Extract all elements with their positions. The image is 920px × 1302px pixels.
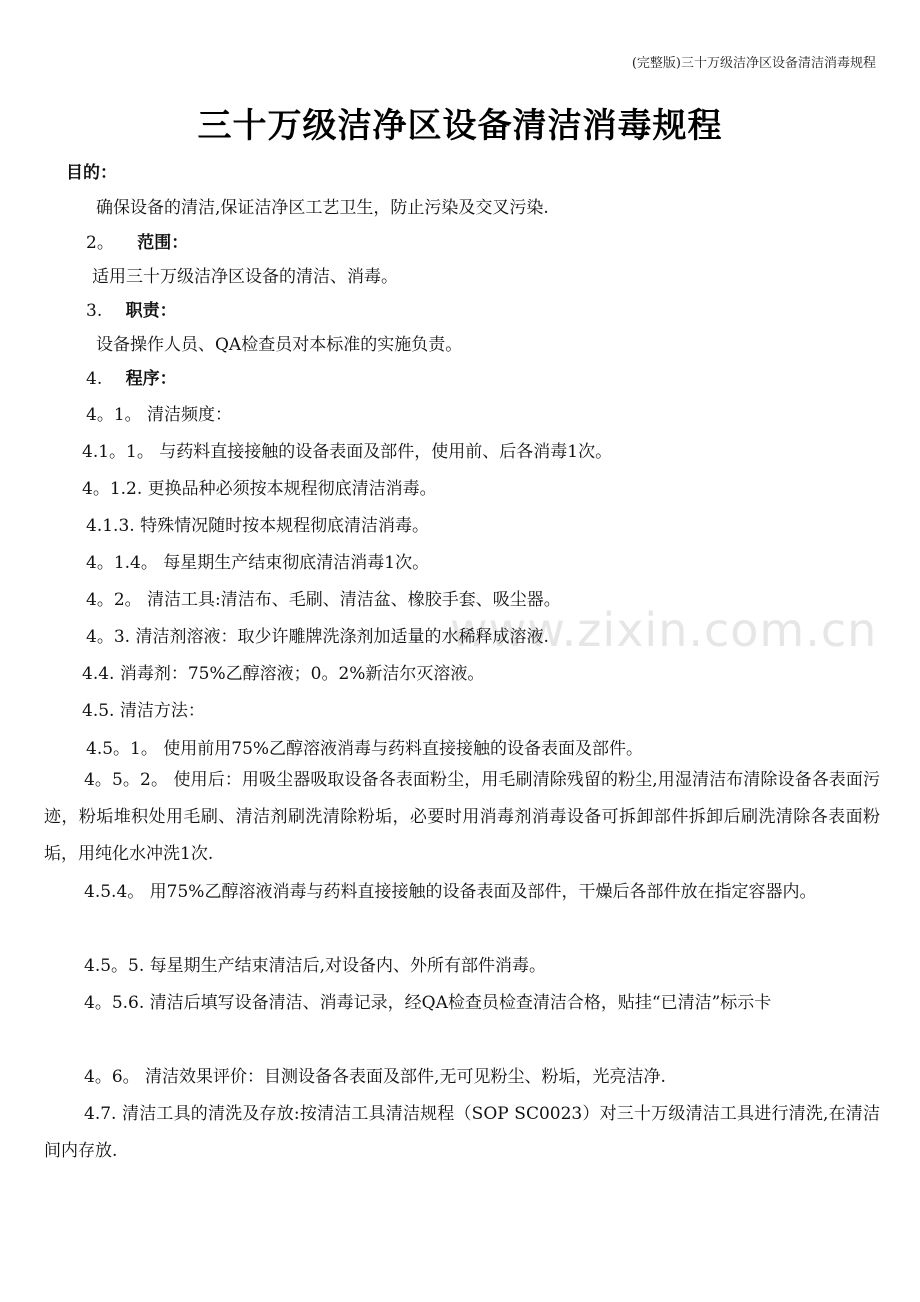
item-4-5-6: 4。5.6. 清洁后填写设备清洁、消毒记录，经QA检查员检查清洁合格，贴挂“已清洁”标示卡 [84,993,772,1013]
item-4-7: 4.7. 清洁工具的清洗及存放:按清洁工具清洁规程（SOP SC0023）对三十万级清洁工具进行清洗,在清洁间内存放. [44,1104,880,1161]
procedure-number: 4. [86,369,103,389]
item-4-4: 4.4. 消毒剂：75%乙醇溶液；0。2%新洁尔灭溶液。 [82,664,485,684]
scope-heading-line [86,228,188,253]
purpose-text: 确保设备的清洁,保证洁净区工艺卫生，防止污染及交叉污染. [96,198,549,218]
duty-number: 3. [86,301,103,321]
item-4-5-2: 4。5。2。 使用后：用吸尘器吸取设备各表面粉尘，用毛刷清除残留的粉尘,用湿清洁布清除设备各表面污迹，粉垢堆积处用毛刷、清洁剂刷洗清除粉垢，必要时用消毒剂消毒设备可拆卸部件拆卸后刷洗清除各表面粉垢，用纯化水冲洗1次. [44,770,880,864]
item-4-3: 4。3. 清洁剂溶液：取少许雕牌洗涤剂加适量的水稀释成溶液. [86,627,549,647]
duty-heading-line [86,296,177,321]
item-4-1-1: 4.1。1。 与药料直接接触的设备表面及部件，使用前、后各消毒1次。 [82,442,613,462]
duty-text: 设备操作人员、QA检查员对本标准的实施负责。 [96,335,463,355]
item-4-5-1: 4.5。1。 使用前用75%乙醇溶液消毒与药料直接接触的设备表面及部件。 [86,739,644,759]
scope-heading: 范围： [137,233,189,253]
scope-number: 2。 [86,233,114,253]
procedure-heading: 程序： [125,369,177,389]
page-title: 三十万级洁净区设备清洁消毒规程 [197,106,723,146]
item-4-2: 4。2。 清洁工具:清洁布、毛刷、清洁盆、橡胶手套、吸尘器。 [86,590,561,610]
item-4-5-4: 4.5.4。 用75%乙醇溶液消毒与药料直接接触的设备表面及部件，干燥后各部件放在指定容器内。 [84,882,817,902]
item-4-5-5: 4.5。5. 每星期生产结束清洁后,对设备内、外所有部件消毒。 [84,956,547,976]
item-4-1-2: 4。1.2. 更换品种必须按本规程彻底清洁消毒。 [82,479,437,499]
item-4-1-4: 4。1.4。 每星期生产结束彻底清洁消毒1次。 [86,553,430,573]
scope-text: 适用三十万级洁净区设备的清洁、消毒。 [92,267,398,287]
watermark: www.zixin.com.cn [450,603,878,657]
item-4-1-3: 4.1.3. 特殊情况随时按本规程彻底清洁消毒。 [86,516,430,536]
duty-heading: 职责： [125,301,177,321]
purpose-heading: 目的： [66,163,117,183]
item-4-5: 4.5. 清洁方法： [82,701,205,721]
item-4-1: 4。1。 清洁频度： [86,405,233,425]
running-header: (完整版)三十万级洁净区设备清洁消毒规程 [631,56,876,71]
procedure-heading-line [86,364,177,389]
item-4-6: 4。6。 清洁效果评价：目测设备各表面及部件,无可见粉尘、粉垢，光亮洁净. [84,1067,666,1087]
